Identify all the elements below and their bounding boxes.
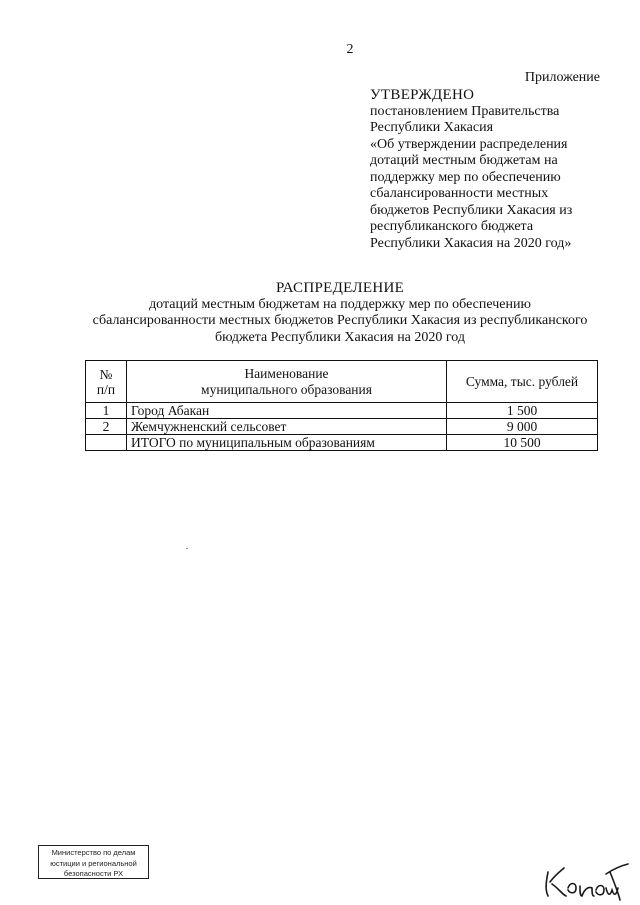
scan-speck [186,548,188,549]
table-total-row [86,435,598,451]
table-row [86,403,598,419]
approval-line: дотаций местным бюджетам на [370,153,558,168]
document-subtitle-line: дотаций местным бюджетам на поддержку мер по обеспечению [149,296,531,312]
table-header-row [86,361,598,403]
header-sum: Сумма, тыс. рублей [447,361,598,403]
approval-line: бюджетов Республики Хакасия из [370,202,573,218]
approval-block [370,87,610,252]
header-name-line: муниципального образования [201,381,372,397]
header-number-symbol: № [99,366,113,382]
approval-line: «Об утверждении распределения [370,136,568,152]
page-number: 2 [346,42,354,57]
header-name-line: Наименование [244,365,329,381]
header-name [127,361,447,403]
row-sum: 9 000 [447,419,598,435]
stamp-line: безопасности РХ [63,869,124,878]
approval-line: сбалансированности местных [370,186,549,201]
approval-line: постановлением Правительства [370,103,560,119]
document-subtitle-line: бюджета Республики Хакасия на 2020 год [214,329,466,345]
header-number [86,361,127,403]
row-number [86,435,127,451]
document-subtitle-line: сбалансированности местных бюджетов Республики Хакасия из республиканского [92,313,588,328]
distribution-table [85,360,598,451]
row-name: Город Абакан [127,403,447,419]
document-title-block [80,280,600,346]
appendix-label: Приложение [524,70,600,85]
approval-line: Республики Хакасия на 2020 год» [370,235,572,251]
approval-line: поддержку мер по обеспечению [370,169,561,185]
header-number-abbr: п/п [96,381,116,397]
row-sum: 1 500 [447,403,598,419]
row-number: 1 [86,403,127,419]
approval-line: республиканского бюджета [370,219,534,234]
registration-stamp [38,845,149,879]
table-row [86,419,598,435]
stamp-line: Министерство по делам [51,848,136,857]
row-number: 2 [86,419,127,435]
total-sum: 10 500 [447,435,598,451]
stamp-line: юстиции и региональной [50,858,137,868]
document-title: РАСПРЕДЕЛЕНИЕ [275,280,405,296]
row-name: Жемчужненский сельсовет [127,419,447,435]
approval-line: Республики Хакасия [370,120,494,135]
handwritten-signature [540,852,630,902]
approval-heading: УТВЕРЖДЕНО [370,87,475,103]
total-label: ИТОГО по муниципальным образованиям [127,435,447,451]
